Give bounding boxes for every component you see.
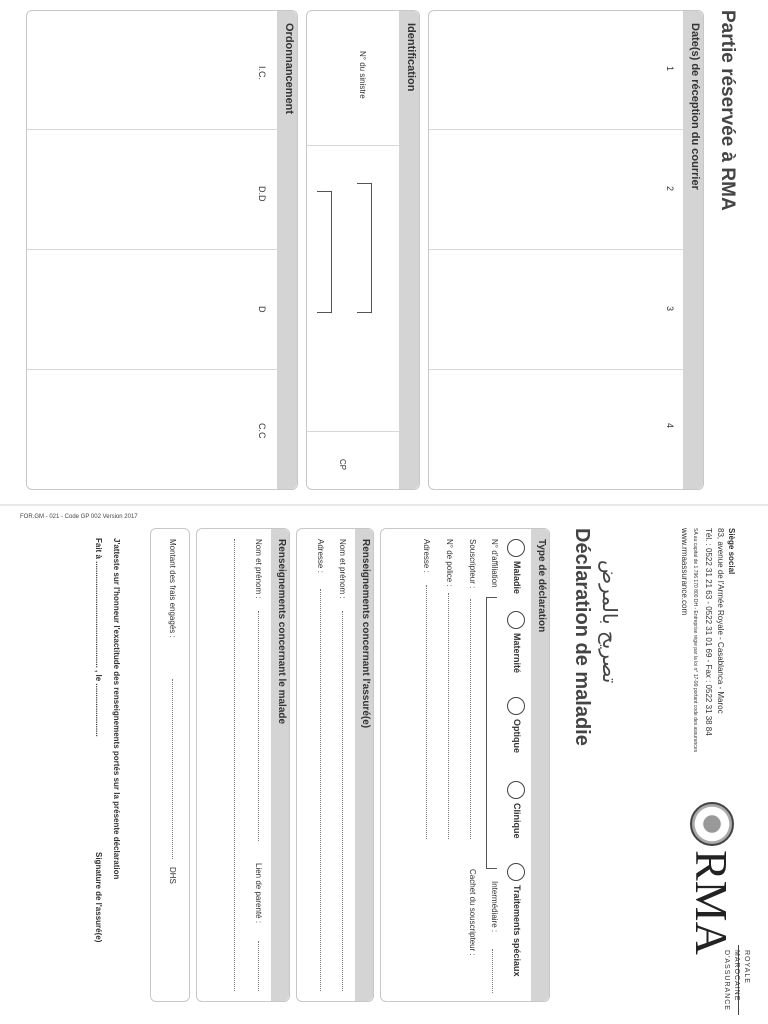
ordo-col-d: D <box>257 306 267 313</box>
intermediaire-label: Intermédiaire : <box>490 881 499 933</box>
malade-lien-field[interactable] <box>258 941 259 991</box>
affiliation-input[interactable] <box>486 597 497 869</box>
clinique-radio[interactable] <box>507 781 525 799</box>
sinistre-label: N° du sinistre <box>358 51 367 99</box>
malade-panel <box>196 528 290 1002</box>
decl-adresse-field[interactable] <box>426 585 427 839</box>
assure-adresse-label: Adresse : <box>316 539 325 573</box>
ordo-col-dd: D.D <box>257 186 267 202</box>
rma-logo-sub-2: MAROCAINE <box>733 950 740 1002</box>
reception-col-4: 4 <box>665 423 675 429</box>
fait-a-line[interactable]: Fait à ................................................ , le ........................ <box>94 538 103 737</box>
reception-col-2: 2 <box>665 186 675 192</box>
declaration-type-panel <box>380 528 550 1002</box>
optique-radio[interactable] <box>507 697 525 715</box>
company-website[interactable]: www.rmaassurance.com <box>680 528 689 616</box>
declaration-title: Déclaration de maladie <box>571 528 593 746</box>
optique-label: Optique <box>512 719 522 753</box>
reception-panel <box>428 10 704 490</box>
police-label: N° de police : <box>445 539 454 587</box>
souscripteur-field[interactable] <box>470 599 471 839</box>
type-header: Type de déclaration <box>536 539 547 633</box>
assure-adresse-field[interactable] <box>320 589 321 991</box>
cp-label: CP <box>338 459 347 471</box>
fold-line <box>0 504 768 506</box>
malade-header: Renseignements concernant le malade <box>276 539 287 725</box>
police-field[interactable] <box>448 593 449 839</box>
declaration-title-arabic: تصريح بالمرض <box>598 560 622 684</box>
reception-col-3: 3 <box>665 306 675 312</box>
affiliation-label: N° d'affiliation <box>490 539 499 588</box>
form-code: FOR.GM - 021 - Code GP 002 Version 2017 <box>20 514 138 520</box>
montant-field[interactable] <box>172 679 173 859</box>
ordonnancement-header: Ordonnancement <box>283 23 295 115</box>
assure-nom-label: Nom et prénom : <box>338 539 347 599</box>
attestation-text: J'atteste sur l'honneur l'exactitude des renseignements portés sur la présente déclaration <box>112 538 121 880</box>
montant-panel <box>150 528 190 1002</box>
rma-logo-text: RMA <box>686 850 737 955</box>
montant-label: Montant des frais engagés : <box>168 539 177 638</box>
ordonnancement-panel <box>26 10 298 490</box>
malade-nom-label: Nom et prénom : <box>254 539 263 599</box>
decl-adresse-label: Adresse : <box>422 539 431 573</box>
reserved-title: Partie réservée à RMA <box>717 10 738 211</box>
malade-lien-label: Lien de parenté : <box>254 863 263 924</box>
cachet-label: Cachet du souscripteur : <box>468 869 477 956</box>
clinique-label: Clinique <box>512 803 522 839</box>
souscripteur-label: Souscripteur : <box>468 539 477 589</box>
rma-logo-sub-1: ROYALE <box>743 950 750 984</box>
maternite-radio[interactable] <box>507 611 525 629</box>
reception-col-1: 1 <box>665 66 675 72</box>
ordo-col-ic: I.C. <box>257 66 267 81</box>
ordo-col-cc: C.C <box>257 423 267 439</box>
signature-label: Signature de l'assuré(e) <box>94 852 103 943</box>
traitements-radio[interactable] <box>507 863 525 881</box>
siege-title: Siège social <box>727 528 736 575</box>
assure-panel <box>296 528 374 1002</box>
maladie-radio[interactable] <box>507 539 525 557</box>
identification-header: Identification <box>405 23 417 92</box>
assure-nom-field[interactable] <box>342 611 343 991</box>
sinistre-digit-boxes[interactable] <box>357 183 372 313</box>
maternite-label: Maternité <box>512 633 522 674</box>
rma-emblem-icon <box>690 802 734 846</box>
sinistre-digit-boxes-2[interactable] <box>317 191 332 313</box>
maladie-label: Maladie <box>512 561 522 595</box>
company-address: 83, avenue de l'Armée Royale - Casablanca - Maroc <box>716 528 725 714</box>
identification-panel <box>306 10 420 490</box>
montant-dhs: DHS <box>168 867 177 884</box>
reception-header: Date(s) de réception du courrier <box>689 23 701 190</box>
malade-nom-field[interactable] <box>258 611 259 841</box>
company-phone: Tél. : 0522 31 21 63 - 0522 31 01 69 - Fax : 0522 31 38 84 <box>704 528 713 736</box>
traitements-label: Traitements spéciaux <box>512 885 522 977</box>
company-legal: SA au capital de 1 796 170 800 DH - Entreprise régie par la loi n° 17-99 portant code des assurances <box>692 528 698 753</box>
assure-header: Renseignements concernant l'assuré(e) <box>360 539 371 729</box>
rma-logo-sub-3: D'ASSURANCE <box>723 950 730 1011</box>
